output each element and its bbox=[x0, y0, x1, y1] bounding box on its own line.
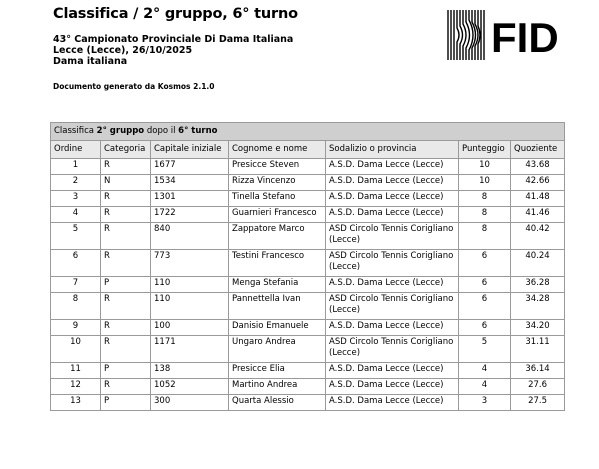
cell-sodalizio: A.S.D. Dama Lecce (Lecce) bbox=[326, 191, 459, 207]
cell-capitale: 1052 bbox=[151, 379, 229, 395]
table-row bbox=[51, 336, 565, 363]
cell-punteggio: 6 bbox=[459, 293, 511, 320]
cell-categoria: P bbox=[101, 363, 151, 379]
cell-quoziente: 40.24 bbox=[511, 250, 565, 277]
cell-sodalizio: ASD Circolo Tennis Corigliano (Lecce) bbox=[326, 293, 459, 320]
cell-categoria: R bbox=[101, 207, 151, 223]
cell-quoziente: 41.48 bbox=[511, 191, 565, 207]
table-row bbox=[51, 250, 565, 277]
cell-quoziente: 41.46 bbox=[511, 207, 565, 223]
cell-categoria: R bbox=[101, 223, 151, 250]
table-caption-row bbox=[51, 123, 565, 141]
cell-categoria: R bbox=[101, 336, 151, 363]
cell-capitale: 100 bbox=[151, 320, 229, 336]
cell-ordine: 10 bbox=[51, 336, 101, 363]
cell-capitale: 110 bbox=[151, 293, 229, 320]
cell-punteggio: 8 bbox=[459, 207, 511, 223]
cell-quoziente: 36.14 bbox=[511, 363, 565, 379]
cell-punteggio: 5 bbox=[459, 336, 511, 363]
cell-punteggio: 8 bbox=[459, 191, 511, 207]
cell-punteggio: 10 bbox=[459, 175, 511, 191]
generator-note: Documento generato da Kosmos 2.1.0 bbox=[53, 82, 215, 91]
table-row bbox=[51, 379, 565, 395]
cell-nome: Rizza Vincenzo bbox=[229, 175, 326, 191]
cell-ordine: 11 bbox=[51, 363, 101, 379]
table-row bbox=[51, 223, 565, 250]
cell-categoria: R bbox=[101, 379, 151, 395]
cell-nome: Guarnieri Francesco bbox=[229, 207, 326, 223]
cell-categoria: P bbox=[101, 395, 151, 411]
page-title: Classifica / 2° gruppo, 6° turno bbox=[53, 6, 298, 22]
event-discipline: Dama italiana bbox=[53, 56, 128, 67]
cell-sodalizio: A.S.D. Dama Lecce (Lecce) bbox=[326, 207, 459, 223]
cell-punteggio: 6 bbox=[459, 250, 511, 277]
cell-capitale: 1677 bbox=[151, 159, 229, 175]
cell-nome: Tinella Stefano bbox=[229, 191, 326, 207]
cell-categoria: R bbox=[101, 191, 151, 207]
cell-nome: Menga Stefania bbox=[229, 277, 326, 293]
cell-quoziente: 31.11 bbox=[511, 336, 565, 363]
cell-sodalizio: ASD Circolo Tennis Corigliano (Lecce) bbox=[326, 250, 459, 277]
table-row bbox=[51, 277, 565, 293]
cell-quoziente: 27.5 bbox=[511, 395, 565, 411]
table-header-row bbox=[51, 141, 565, 159]
cell-ordine: 7 bbox=[51, 277, 101, 293]
cell-sodalizio: ASD Circolo Tennis Corigliano (Lecce) bbox=[326, 336, 459, 363]
cell-categoria: R bbox=[101, 320, 151, 336]
cell-quoziente: 27.6 bbox=[511, 379, 565, 395]
cell-punteggio: 6 bbox=[459, 320, 511, 336]
table-row bbox=[51, 159, 565, 175]
cell-nome: Pannettella Ivan bbox=[229, 293, 326, 320]
fid-logo-stripes bbox=[448, 10, 484, 60]
cell-sodalizio: A.S.D. Dama Lecce (Lecce) bbox=[326, 320, 459, 336]
cell-quoziente: 42.66 bbox=[511, 175, 565, 191]
cell-ordine: 2 bbox=[51, 175, 101, 191]
cell-capitale: 138 bbox=[151, 363, 229, 379]
fid-logo bbox=[447, 8, 563, 62]
cell-sodalizio: A.S.D. Dama Lecce (Lecce) bbox=[326, 379, 459, 395]
cell-ordine: 9 bbox=[51, 320, 101, 336]
cell-capitale: 773 bbox=[151, 250, 229, 277]
cell-ordine: 13 bbox=[51, 395, 101, 411]
cell-quoziente: 43.68 bbox=[511, 159, 565, 175]
cell-nome: Ungaro Andrea bbox=[229, 336, 326, 363]
column-header-categoria: Categoria bbox=[101, 141, 151, 159]
cell-ordine: 3 bbox=[51, 191, 101, 207]
cell-nome: Danisio Emanuele bbox=[229, 320, 326, 336]
column-header-quoziente: Quoziente bbox=[511, 141, 565, 159]
cell-punteggio: 8 bbox=[459, 223, 511, 250]
cell-ordine: 5 bbox=[51, 223, 101, 250]
cell-ordine: 12 bbox=[51, 379, 101, 395]
cell-ordine: 8 bbox=[51, 293, 101, 320]
cell-ordine: 1 bbox=[51, 159, 101, 175]
cell-categoria: R bbox=[101, 250, 151, 277]
fid-logo-graphic bbox=[447, 8, 563, 62]
table-row bbox=[51, 395, 565, 411]
column-header-sodalizio: Sodalizio o provincia bbox=[326, 141, 459, 159]
cell-capitale: 1722 bbox=[151, 207, 229, 223]
cell-sodalizio: ASD Circolo Tennis Corigliano (Lecce) bbox=[326, 223, 459, 250]
cell-punteggio: 4 bbox=[459, 363, 511, 379]
fid-logo-text: FID bbox=[491, 14, 559, 61]
cell-nome: Presicce Steven bbox=[229, 159, 326, 175]
event-info bbox=[53, 34, 293, 67]
cell-capitale: 110 bbox=[151, 277, 229, 293]
cell-categoria: R bbox=[101, 293, 151, 320]
table-row bbox=[51, 363, 565, 379]
table-row bbox=[51, 320, 565, 336]
cell-categoria: N bbox=[101, 175, 151, 191]
cell-punteggio: 6 bbox=[459, 277, 511, 293]
table-row bbox=[51, 175, 565, 191]
cell-sodalizio: A.S.D. Dama Lecce (Lecce) bbox=[326, 175, 459, 191]
cell-sodalizio: A.S.D. Dama Lecce (Lecce) bbox=[326, 159, 459, 175]
cell-quoziente: 40.42 bbox=[511, 223, 565, 250]
column-header-capitale: Capitale iniziale bbox=[151, 141, 229, 159]
cell-capitale: 300 bbox=[151, 395, 229, 411]
cell-nome: Testini Francesco bbox=[229, 250, 326, 277]
column-header-nome: Cognome e nome bbox=[229, 141, 326, 159]
cell-sodalizio: A.S.D. Dama Lecce (Lecce) bbox=[326, 395, 459, 411]
cell-quoziente: 34.28 bbox=[511, 293, 565, 320]
cell-ordine: 6 bbox=[51, 250, 101, 277]
cell-nome: Presicce Elia bbox=[229, 363, 326, 379]
cell-nome: Martino Andrea bbox=[229, 379, 326, 395]
cell-punteggio: 3 bbox=[459, 395, 511, 411]
cell-capitale: 1534 bbox=[151, 175, 229, 191]
cell-categoria: R bbox=[101, 159, 151, 175]
cell-sodalizio: A.S.D. Dama Lecce (Lecce) bbox=[326, 277, 459, 293]
cell-nome: Quarta Alessio bbox=[229, 395, 326, 411]
standings-table bbox=[50, 122, 565, 411]
cell-nome: Zappatore Marco bbox=[229, 223, 326, 250]
cell-ordine: 4 bbox=[51, 207, 101, 223]
cell-capitale: 1301 bbox=[151, 191, 229, 207]
cell-capitale: 1171 bbox=[151, 336, 229, 363]
cell-categoria: P bbox=[101, 277, 151, 293]
cell-quoziente: 36.28 bbox=[511, 277, 565, 293]
event-name: 43° Campionato Provinciale Di Dama Italiana bbox=[53, 34, 294, 45]
table-row bbox=[51, 293, 565, 320]
event-location-date: Lecce (Lecce), 26/10/2025 bbox=[53, 45, 193, 56]
cell-capitale: 840 bbox=[151, 223, 229, 250]
column-header-punteggio: Punteggio bbox=[459, 141, 511, 159]
cell-quoziente: 34.20 bbox=[511, 320, 565, 336]
cell-punteggio: 10 bbox=[459, 159, 511, 175]
table-caption: Classifica 2° gruppo dopo il 6° turno bbox=[51, 123, 565, 141]
table-row bbox=[51, 207, 565, 223]
cell-sodalizio: A.S.D. Dama Lecce (Lecce) bbox=[326, 363, 459, 379]
table-row bbox=[51, 191, 565, 207]
column-header-ordine: Ordine bbox=[51, 141, 101, 159]
cell-punteggio: 4 bbox=[459, 379, 511, 395]
